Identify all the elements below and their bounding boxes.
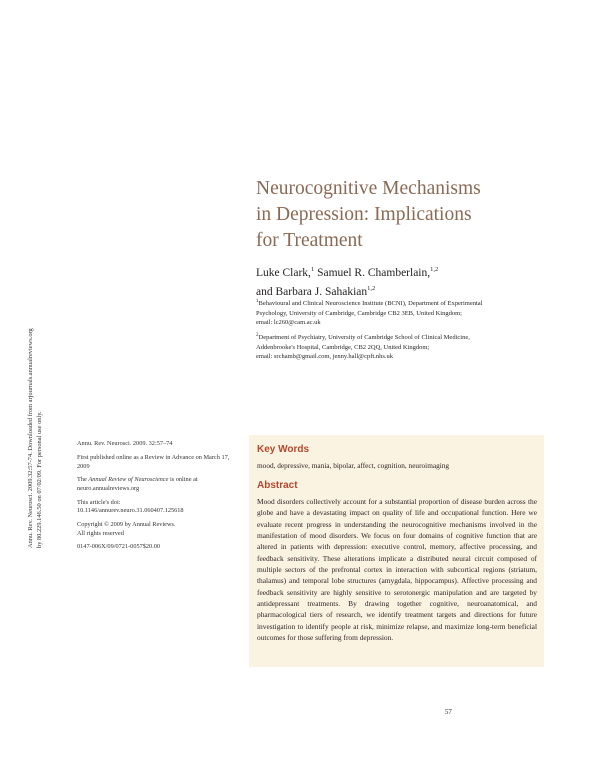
affiliation-1-line-1: Behavioural and Clinical Neuroscience Institute (BCNI), Department of Experimental [258,300,483,308]
article-title [256,176,556,254]
affiliation-1-number: 1 [256,299,259,304]
copyright-block [77,521,237,539]
issn: 0147-006X/09/0721-0057$20.00 [77,543,161,551]
author-2-affil: 1,2 [430,266,439,273]
key-words-text: mood, depressive, mania, bipolar, affect, cognition, neuroimaging [257,461,450,470]
doi-label: This article's doi: [77,498,121,506]
online-note-url[interactable]: is online at neuro.annualreviews.org [77,476,198,492]
page-number: 57 [445,709,452,716]
author-3: and Barbara J. Sahakian [256,285,368,298]
key-words-heading: Key Words [257,444,310,455]
title-line-1: Neurocognitive Mechanisms [256,178,481,199]
affiliation-1 [256,297,546,327]
online-note [77,476,237,494]
author-2: Samuel R. Chamberlain, [317,266,431,279]
author-3-affil: 1,2 [367,284,376,292]
journal-citation: Annu. Rev. Neurosci. 2009. 32:57–74 [77,440,173,447]
title-line-3: for Treatment [256,230,363,251]
download-notice-line-1: Annu. Rev. Neurosci. 2009.32:57-74. Downloaded from arjournals.annualreviews.org [27,328,34,548]
download-notice [27,248,44,548]
affiliation-2-line-1: Department of Psychiatry, University of Cambridge School of Clinical Medicine, [258,334,470,342]
affiliation-1-email[interactable]: email: lc260@cam.ac.uk [256,318,321,326]
publication-info [77,440,237,557]
copyright: Copyright © 2009 by Annual Reviews. [77,520,176,528]
doi-value[interactable]: 10.1146/annurev.neuro.31.060407.125618 [77,507,184,515]
abstract-text: Mood disorders collectively account for a substantial proportion of disease burden across the globe and have a devastating impact on quality of life and occupational function. Here we evaluate recent progress in understanding the neurocognitive mechanisms involved in the manifestation of mood disorders. We focus on four domains of cognitive function that are altered in patients with depression: executive control, memory, affective processing, and feedback sensitivity. These alterations implicate a distributed neural circuit composed of multiple sectors of the prefrontal cortex in interaction with subcortical regions (striatum, thalamus) and temporal lobe structures (amygdala, hippocampus). Affective processing and feedback sensitivity are highly sensitive to serotonergic manipulation and are targeted by antidepressant treatments. By drawing together cognitive, neuroanatomical, and pharmacological tiers of research, we identify treatment targets and directions for future investigation to identify people at risk, minimize relapse, and maximize long-term beneficial outcomes for those suffering from depression. [257,497,537,643]
affiliation-2-line-2: Addenbrooke's Hospital, Cambridge, CB2 2QQ, United Kingdom; [256,343,430,351]
online-journal-name: Annual Review of Neuroscience [88,476,169,484]
affiliation-1-line-2: Psychology, University of Cambridge, Cambridge CB2 3EB, United Kingdom; [256,309,462,317]
author-1: Luke Clark, [256,266,311,279]
affiliation-2 [256,331,546,361]
title-line-2: in Depression: Implications [256,204,472,225]
first-published: First published online as a Review in Advance on March 17, 2009 [77,453,230,470]
download-notice-line-2: by 80.229.146.50 on 07/02/09. For personal use only. [35,411,43,548]
affiliation-2-email[interactable]: email: srchamb@gmail.com, jenny.hall@cpft.nhs.uk [256,352,394,360]
doi-block [77,499,237,517]
author-list [256,262,556,300]
rights: All rights reserved [77,529,124,537]
author-1-affil: 1 [310,266,315,273]
affiliation-2-number: 2 [256,333,259,338]
online-note-prefix: The [77,476,89,484]
abstract-heading: Abstract [257,480,298,491]
